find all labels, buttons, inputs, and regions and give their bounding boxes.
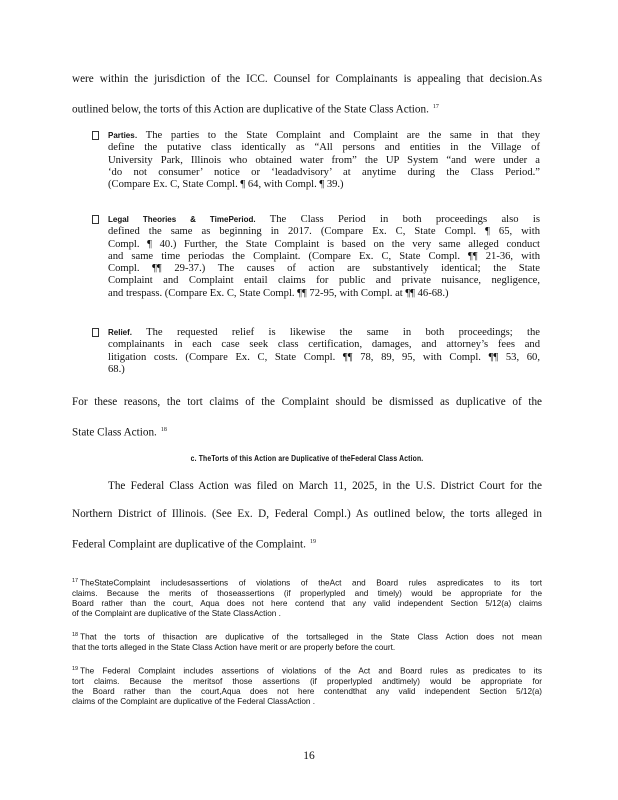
para2-line-2: State Class Action. $^{18}$ <box>72 426 167 439</box>
bullet-line: (Compare Ex. C, State Compl. ¶ 64, with Compl. ¶ 39.) <box>108 179 344 191</box>
para2-line-1: For these reasons, the tort claims of the Complaint should be dismissed as duplicative of the <box>72 396 542 408</box>
footnote-ref-19[interactable]: 19 <box>309 539 316 545</box>
footnote-ref-17[interactable]: 17 <box>432 104 439 110</box>
bullet-box-icon <box>92 215 99 224</box>
bullet-box-icon <box>92 328 99 337</box>
para1-line-2: outlined below, the torts of this Action are duplicative of the State Class Action. $^{17}$ <box>72 103 439 116</box>
bullet-line: Parties. The parties to the State Complaint and Complaint are the same in that they <box>108 130 540 141</box>
footnote-18: $^{18}$ That the torts of thisaction are duplicative of the tortsalleged in the State Class Action does not mean that the torts alleged in the State Class Action have merit or are properly before the court. <box>72 632 542 652</box>
bullet-line: ‘do not consumer’ notice or ‘leadadvisory’ at anytime during the Class Period.” <box>108 166 540 178</box>
bullet-parties <box>108 130 540 191</box>
page-number: 16 <box>303 750 315 762</box>
para1-line-1: were within the jurisdiction of the ICC. Counsel for Complainants is appealing that decision.As <box>72 73 542 85</box>
bullet-relief <box>108 327 540 376</box>
bullet-line: and trespass. (Compare Ex. C, State Compl. ¶¶ 72-95, with Compl. at ¶¶ 46-68.) <box>108 287 449 299</box>
bullet-line: Complaint and Complaint entail claims for public and private nuisance, negligence, <box>108 275 540 287</box>
bullet-line: define the putative class identically as “All persons and entities in the Village of <box>108 142 540 154</box>
para3-line-2: Northern District of Illinois. (See Ex. D, Federal Compl.) As outlined below, the torts alleged in <box>72 508 542 520</box>
bullet-box-icon <box>92 131 99 140</box>
bullet-line: University Park, Illinois who obtained water from” the UP System “and were under a <box>108 154 540 166</box>
bullet-line: 68.) <box>108 363 125 375</box>
bullet-line: defined the same as beginning in 2017. (Compare Ex. C, State Compl. ¶ 65, with <box>108 226 540 238</box>
bullet-legal-theories <box>108 214 540 300</box>
bullet-line: complainants in each case seek class certification, damages, and attorney’s fees and <box>108 339 540 351</box>
bullet-line: Compl. ¶ 40.) Further, the State Complaint is based on the very same alleged conduct <box>108 238 540 250</box>
footnote-17: $^{17}$ TheStateComplaint includesassertions of violations of theAct and Board rules aspredicates to its tort claims. Because the merits of thoseassertions (if properlypled and timely) would be appropriate for the Board rather than the court, Aqua does not here contend that any valid independent Section 5/12(a) claims of the Complaint are duplicative of the State ClassAction . <box>72 578 542 618</box>
para3-line-1: The Federal Class Action was filed on March 11, 2025, in the U.S. District Court for the <box>108 480 542 492</box>
bullet-line: and same time periodas the Complaint. (Compare Ex. C, State Compl. ¶¶ 21-36, with <box>108 250 540 262</box>
bullet-line: Relief. The requested relief is likewise the same in both proceedings; the <box>108 327 540 338</box>
bullet-line: litigation costs. (Compare Ex. C, State Compl. ¶¶ 78, 89, 95, with Compl. ¶¶ 53, 60, <box>108 351 540 363</box>
bullet-line: Legal Theories & TimePeriod. The Class Period in both proceedings also is <box>108 214 540 225</box>
footnote-ref-18[interactable]: 18 <box>160 427 167 433</box>
footnote-19: $^{19}$ The Federal Complaint includes assertions of violations of the Act and Board rules as predicates to its tort claims. Because the meritsof those assertions (if properlypled andtimely) would be appropriate for the Board rather than the court,Aqua does not here contendthat any valid independent Section 5/12(a) claims of the Complaint are duplicative of the Federal ClassAction . <box>72 666 542 706</box>
section-heading: c. TheTorts of this Action are Duplicative of theFederal Class Action. <box>190 454 424 463</box>
para3-line-3: Federal Complaint are duplicative of the Complaint. $^{19}$ <box>72 538 316 551</box>
bullet-line: Compl. ¶¶ 29-37.) The causes of action are substantively identical; the State <box>108 263 540 275</box>
